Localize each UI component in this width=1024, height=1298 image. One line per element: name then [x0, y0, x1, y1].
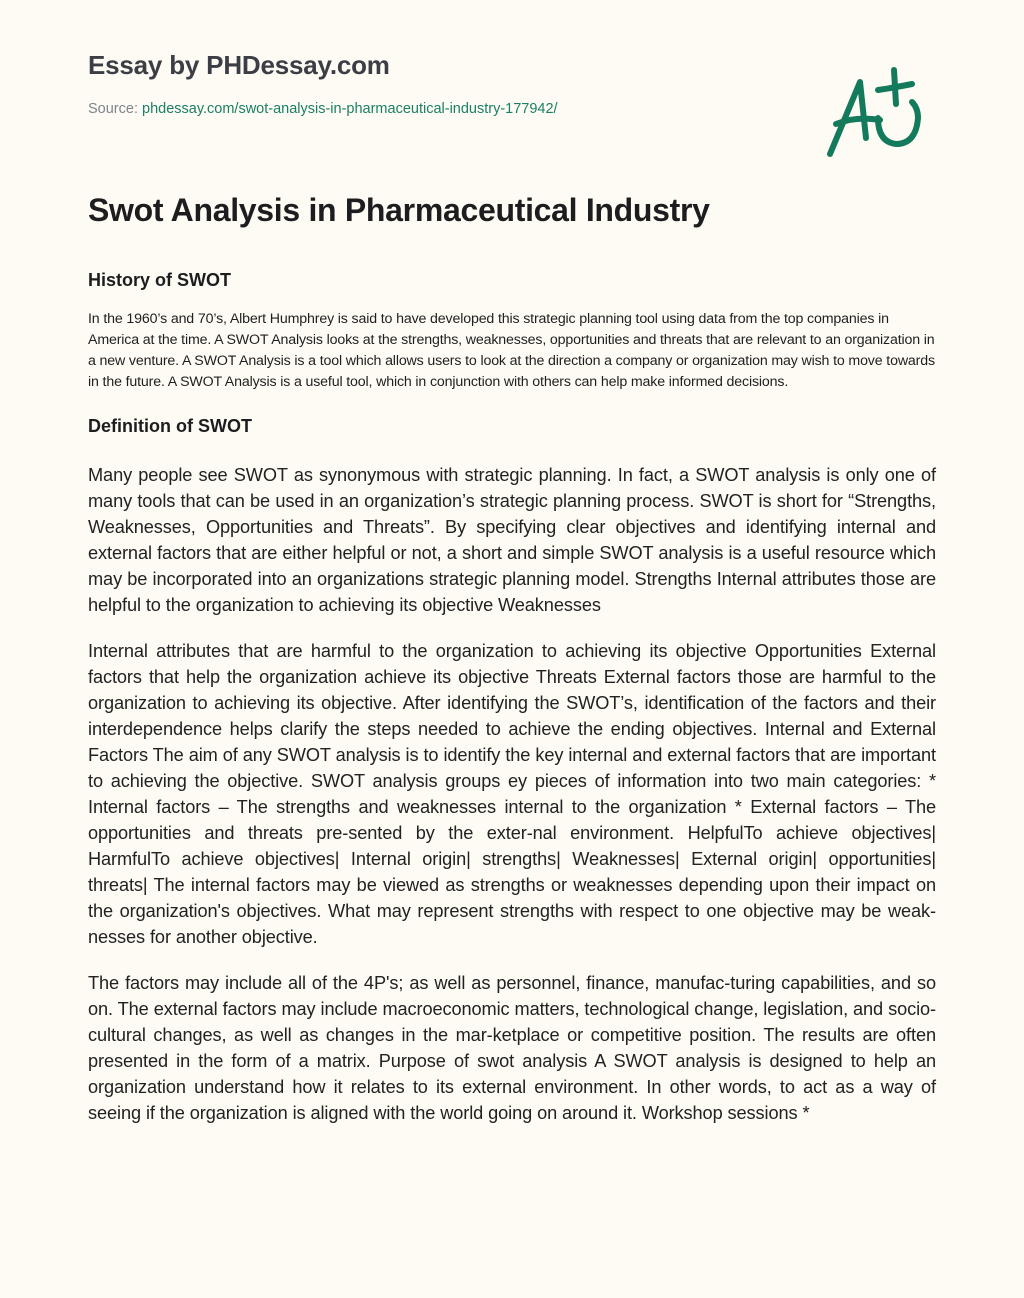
- section-heading-history: History of SWOT: [88, 270, 231, 290]
- history-paragraph: In the 1960’s and 70’s, Albert Humphrey is said to have developed this strategic planning tool using data from the top companies in America at the time. A SWOT Analysis looks at the strengths, weaknesses, opportunities and threats that are relevant to an organization in a new venture. A SWOT Analysis is a tool which allows users to look at the direction a company or organization may wish to move towards in the future. A SWOT Analysis is a useful tool, which in conjunction with others can help make informed decisions.: [88, 311, 935, 390]
- document-title: Swot Analysis in Pharmaceutical Industry: [88, 192, 710, 228]
- source-label: Source:: [88, 101, 142, 117]
- document-body: [88, 266, 936, 1126]
- definition-paragraph-1: Many people see SWOT as synonymous with strategic planning. In fact, a SWOT analysis is only one of many tools that can be used in an organization’s strategic planning process. SWOT is short for “Strengths, Weaknesses, Opportunities and Threats”. By specifying clear objectives and identifying internal and external factors that are either helpful or not, a short and simple SWOT analysis is a useful resource which may be incorporated into an organizations strategic planning model. Strengths Internal attributes those are helpful to the organization to achieving its objective Weaknesses: [88, 465, 936, 615]
- site-brand: Essay by PHDessay.com: [88, 50, 390, 80]
- source-link[interactable]: phdessay.com/swot-analysis-in-pharmaceutical-industry-177942/: [142, 101, 558, 117]
- site-header: [88, 48, 558, 119]
- source-line: [88, 99, 558, 119]
- definition-paragraph-2: Internal attributes that are harmful to the organization to achieving its objective Opportunities External factors that help the organization achieve its objective Threats External factors those are harmful to the organization to achieving its objective. After identifying the SWOT’s, identification of the factors and their interdependence helps clarify the steps needed to achieve the ending objectives. Internal and External Factors The aim of any SWOT analysis is to identify the key internal and external factors that are important to achieving the objective. SWOT analysis groups ey pieces of information into two main categories: * Internal factors – The strengths and weaknesses internal to the organization * External factors – The opportunities and threats pre-sented by the exter-nal environment. HelpfulTo achieve objectives| HarmfulTo achieve objectives| Internal origin| strengths| Weaknesses| External origin| opportunities| threats| The internal factors may be viewed as strengths or weaknesses depending upon their impact on the organization's objectives. What may represent strengths with respect to one objective may be weak-nesses for another objective.: [88, 641, 936, 947]
- section-heading-definition: Definition of SWOT: [88, 416, 252, 436]
- definition-paragraph-3: The factors may include all of the 4P's; as well as personnel, finance, manufac-turing capabilities, and so on. The external factors may include macroeconomic matters, technological change, legislation, and socio-cultural changes, as well as changes in the mar-ketplace or competitive position. The results are often presented in the form of a matrix. Purpose of swot analysis A SWOT analysis is designed to help an organization understand how it relates to its external environment. In other words, to act as a way of seeing if the organization is aligned with the world going on around it. Workshop sessions *: [88, 973, 936, 1123]
- a-plus-grade-icon: [820, 62, 930, 162]
